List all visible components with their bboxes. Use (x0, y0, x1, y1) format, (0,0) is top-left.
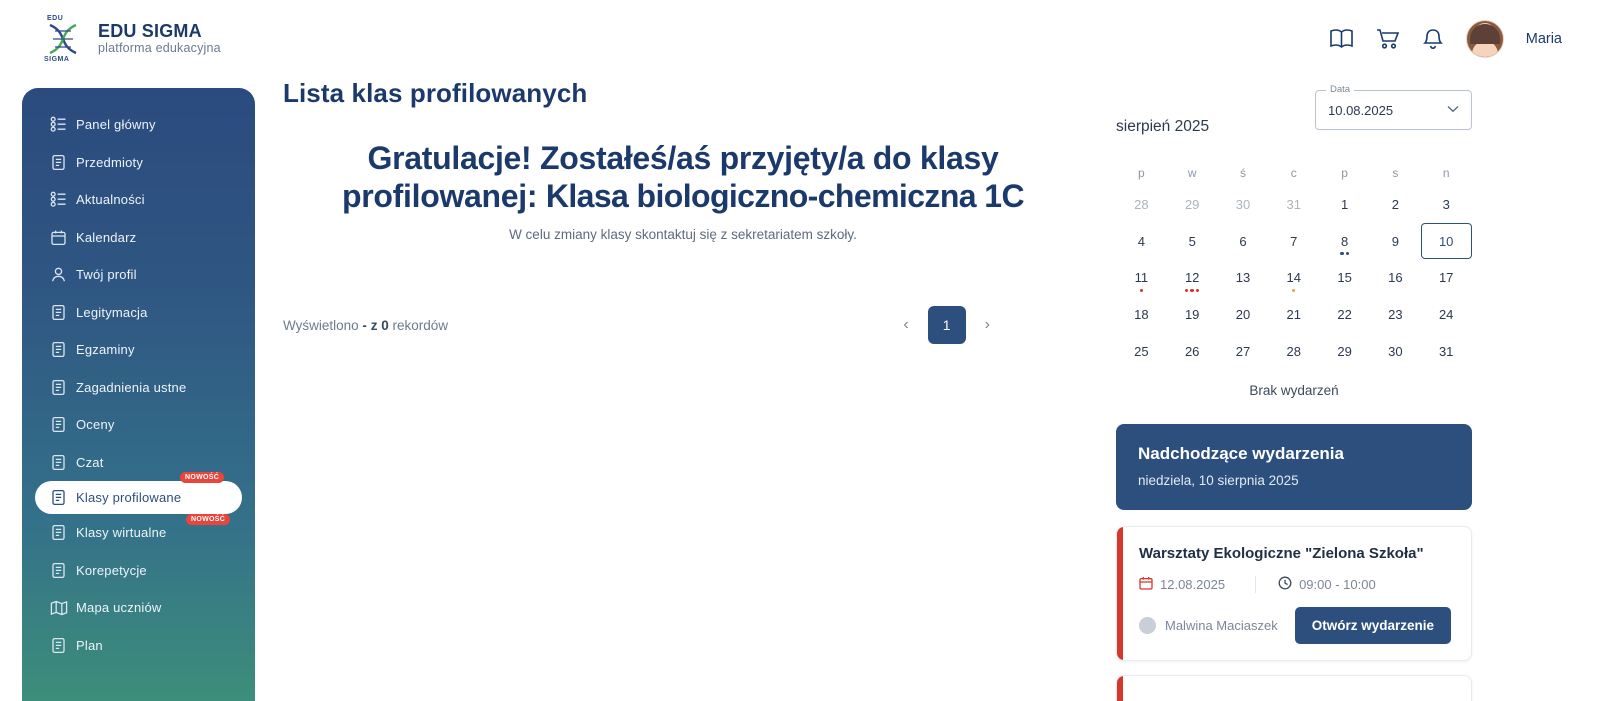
pagination (900, 306, 993, 344)
event-time-meta (1278, 576, 1376, 593)
sidebar-item-12[interactable] (22, 514, 255, 552)
event-meta (1139, 576, 1451, 593)
avatar[interactable] (1466, 20, 1504, 58)
calendar-day-11[interactable] (1116, 259, 1167, 296)
calendar-day-2[interactable] (1370, 186, 1421, 223)
sidebar-item-label: Egzaminy (76, 342, 135, 358)
brand-tagline: platforma edukacyjna (98, 41, 221, 55)
calendar-day-8[interactable] (1319, 223, 1370, 260)
calendar-weekday-5: p (1341, 166, 1348, 180)
open-event-button[interactable]: Otwórz wydarzenie (1295, 607, 1451, 644)
no-events-text: Brak wydarzeń (1249, 383, 1339, 399)
clock-icon (1278, 576, 1292, 593)
records-prefix: Wyświetlono (283, 317, 359, 333)
calendar-week-4 (1116, 296, 1472, 333)
calendar-weekday-1: p (1138, 166, 1145, 180)
calendar-day-25[interactable] (1116, 333, 1167, 370)
calendar-day-9[interactable] (1370, 223, 1421, 260)
calendar-day-29[interactable] (1167, 186, 1218, 223)
pagination-next[interactable]: › (984, 316, 990, 333)
event-dot (1196, 289, 1199, 292)
calendar-day-number: 11 (1134, 270, 1149, 286)
calendar-day-number: 29 (1184, 196, 1200, 212)
document-icon (50, 379, 76, 396)
sidebar-item-5[interactable] (22, 256, 255, 294)
calendar-day-30[interactable] (1218, 186, 1269, 223)
dna-helix-icon (46, 23, 80, 55)
calendar-grid[interactable] (1116, 160, 1472, 369)
records-count (283, 318, 448, 333)
sidebar-item-6[interactable] (22, 294, 255, 332)
calendar-header (1116, 84, 1472, 136)
upcoming-date: niedziela, 10 sierpnia 2025 (1138, 473, 1299, 489)
calendar-day-7[interactable] (1268, 223, 1319, 260)
calendar-day-number: 1 (1340, 196, 1349, 212)
sidebar-item-label: Korepetycje (76, 562, 147, 578)
calendar-day-number: 14 (1286, 270, 1302, 286)
calendar-day-21[interactable] (1268, 296, 1319, 333)
calendar-day-number: 25 (1134, 343, 1149, 359)
assigned-class-name: Klasa biologiczno-chemiczna 1C (545, 178, 1024, 214)
calendar-day-24[interactable] (1421, 296, 1472, 333)
event-dot (1185, 289, 1188, 292)
congrats-subtext: W celu zmiany klasy skontaktuj się z sekretariatem szkoły. (509, 227, 857, 242)
book-icon[interactable] (1329, 28, 1354, 50)
calendar-month-label: sierpień 2025 (1116, 118, 1210, 135)
records-and-pagination (283, 306, 1083, 344)
chevron-down-icon[interactable] (1447, 104, 1459, 116)
calendar-day-number: 19 (1184, 306, 1200, 322)
calendar-day-number: 31 (1438, 343, 1454, 359)
document-icon (50, 304, 76, 321)
calendar-week-2 (1116, 223, 1472, 260)
sidebar-item-label: Klasy wirtualne (76, 525, 167, 541)
calendar-week-3 (1116, 259, 1472, 296)
calendar-day-number: 30 (1388, 343, 1403, 359)
calendar-day-16[interactable] (1370, 259, 1421, 296)
sidebar-item-label: Kalendarz (76, 229, 137, 245)
calendar-day-number: 9 (1391, 233, 1399, 249)
calendar-day-1[interactable] (1319, 186, 1370, 223)
calendar-icon (1139, 576, 1153, 593)
event-card (1116, 526, 1472, 661)
page-title: Lista klas profilowanych (283, 78, 588, 108)
calendar-weekday-3: ś (1239, 166, 1246, 180)
calendar-day-19[interactable] (1167, 296, 1218, 333)
calendar-day-number: 6 (1239, 233, 1247, 249)
calendar-day-event-dots (1185, 289, 1199, 292)
event-dot (1190, 289, 1193, 292)
calendar-day-5[interactable] (1167, 223, 1218, 260)
calendar-day-number: 4 (1137, 233, 1146, 249)
calendar-day-number: 30 (1235, 196, 1251, 212)
event-title: Warsztaty Ekologiczne "Zielona Szkoła" (1139, 545, 1424, 563)
calendar-day-number: 24 (1438, 306, 1454, 322)
calendar-day-28[interactable] (1268, 333, 1319, 370)
calendar-icon (50, 229, 76, 246)
calendar-day-22[interactable] (1319, 296, 1370, 333)
user-name[interactable]: Maria (1525, 31, 1562, 47)
date-input-label: Data (1326, 84, 1354, 95)
calendar-day-6[interactable] (1218, 223, 1269, 260)
calendar-day-28[interactable] (1116, 186, 1167, 223)
sidebar-item-label: Klasy profilowane (76, 490, 182, 505)
sidebar-item-8[interactable] (22, 369, 255, 407)
event-person-avatar (1139, 617, 1156, 634)
pagination-prev[interactable]: ‹ (903, 316, 909, 333)
brand-logo-block[interactable] (40, 15, 221, 63)
event-dot (1340, 252, 1343, 255)
sidebar-item-9[interactable] (22, 406, 255, 444)
calendar-day-15[interactable] (1319, 259, 1370, 296)
calendar-day-29[interactable] (1319, 333, 1370, 370)
calendar-day-18[interactable] (1116, 296, 1167, 333)
calendar-day-number: 29 (1337, 343, 1352, 359)
calendar-day-31[interactable] (1268, 186, 1319, 223)
event-card-next (1116, 675, 1472, 701)
sidebar-item-3[interactable] (22, 181, 255, 219)
upcoming-events-card (1116, 424, 1472, 510)
sidebar-item-label: Twój profil (76, 267, 137, 283)
sidebar-item-badge: NOWOŚĆ (186, 514, 230, 525)
records-total: z 0 (370, 317, 389, 333)
calendar-day-number: 13 (1235, 270, 1251, 286)
sigma-logo-icon (40, 15, 86, 63)
sidebar-item-label: Aktualności (76, 192, 145, 208)
sidebar-item-label: Przedmioty (76, 154, 144, 170)
upcoming-title: Nadchodzące wydarzenia (1138, 444, 1344, 464)
sidebar-item-label: Oceny (76, 417, 115, 433)
calendar-day-number: 22 (1337, 306, 1352, 322)
sidebar-item-2[interactable] (22, 144, 255, 182)
calendar-day-number: 16 (1388, 270, 1403, 286)
sidebar-item-11[interactable] (35, 474, 242, 514)
date-input[interactable] (1315, 84, 1472, 130)
sidebar-item-label: Panel główny (76, 117, 156, 133)
calendar-week-5 (1116, 333, 1472, 370)
calendar-day-12[interactable] (1167, 259, 1218, 296)
calendar-day-number: 12 (1184, 270, 1200, 286)
header-actions (1329, 20, 1562, 58)
calendar-weekday-row (1116, 160, 1472, 186)
calendar-day-number: 21 (1286, 306, 1302, 322)
document-icon (50, 416, 76, 433)
document-icon (50, 524, 76, 541)
calendar-day-event-dots (1292, 289, 1295, 292)
event-footer (1139, 607, 1451, 644)
sidebar-item-label: Legitymacja (76, 304, 148, 320)
calendar-weekday-6: s (1392, 166, 1399, 180)
main-content (283, 78, 1093, 344)
calendar-day-27[interactable] (1218, 333, 1269, 370)
logo-text-bottom: SIGMA (44, 56, 70, 63)
document-icon (50, 341, 76, 358)
calendar-day-number: 28 (1134, 196, 1149, 212)
calendar-day-number: 5 (1188, 233, 1196, 249)
dashboard-icon (50, 116, 76, 133)
calendar-day-event-dots (1140, 289, 1143, 292)
sidebar (22, 88, 255, 701)
event-dot (1140, 289, 1143, 292)
cart-icon[interactable] (1376, 28, 1400, 50)
calendar-day-number: 17 (1438, 270, 1454, 286)
sidebar-item-14[interactable] (22, 589, 255, 627)
calendar-day-13[interactable] (1218, 259, 1269, 296)
event-date: 12.08.2025 (1160, 577, 1226, 593)
calendar-weekday-4: c (1290, 166, 1297, 180)
calendar-day-number: 23 (1388, 306, 1403, 322)
calendar-weekday-2: w (1187, 166, 1197, 180)
calendar-day-30[interactable] (1370, 333, 1421, 370)
calendar-weekday-7: n (1442, 166, 1450, 180)
sidebar-item-label: Mapa uczniów (76, 600, 162, 616)
sidebar-item-badge: NOWOŚĆ (180, 472, 224, 483)
logo-text-top: EDU (47, 15, 64, 22)
calendar-day-number: 26 (1184, 343, 1200, 359)
document-icon (50, 489, 76, 506)
records-range: - (362, 317, 367, 333)
sidebar-item-label: Plan (76, 637, 103, 653)
event-person-name: Malwina Maciaszek (1165, 618, 1278, 634)
calendar-day-number: 31 (1286, 196, 1302, 212)
calendar-day-number: 28 (1286, 343, 1302, 359)
calendar-day-14[interactable] (1268, 259, 1319, 296)
sidebar-item-1[interactable] (22, 106, 255, 144)
calendar-week-1 (1116, 186, 1472, 223)
calendar-day-23[interactable] (1370, 296, 1421, 333)
calendar-day-26[interactable] (1167, 333, 1218, 370)
congratulations-block (283, 139, 1083, 242)
event-date-meta (1139, 576, 1225, 593)
calendar-day-4[interactable] (1116, 223, 1167, 260)
event-dot (1346, 252, 1349, 255)
congrats-text: Gratulacje! Zostałeś/aś przyjęty/a do klasy profilowanej: (342, 140, 999, 214)
calendar-day-3[interactable] (1421, 186, 1472, 223)
right-panel (1116, 84, 1472, 701)
user-icon (50, 266, 76, 283)
document-icon (50, 637, 76, 654)
calendar-day-number: 27 (1235, 343, 1251, 359)
calendar-day-31[interactable] (1421, 333, 1472, 370)
sidebar-item-4[interactable] (22, 219, 255, 257)
sidebar-item-7[interactable] (22, 331, 255, 369)
calendar-day-number: 10 (1438, 233, 1454, 249)
map-icon (50, 600, 76, 616)
calendar-day-number: 7 (1290, 233, 1298, 249)
divider (1255, 576, 1256, 593)
sidebar-item-13[interactable] (22, 552, 255, 590)
calendar-day-number: 15 (1337, 270, 1352, 286)
calendar-day-number: 8 (1340, 233, 1349, 249)
pagination-page-1[interactable]: 1 (928, 306, 966, 344)
calendar-day-10[interactable] (1421, 223, 1472, 260)
calendar-day-number: 20 (1235, 306, 1251, 322)
calendar-day-number: 3 (1442, 196, 1450, 212)
document-icon (50, 562, 76, 579)
document-icon (50, 454, 76, 471)
records-suffix: rekordów (392, 317, 448, 333)
sidebar-item-15[interactable] (22, 627, 255, 665)
date-input-value: 10.08.2025 (1328, 102, 1394, 118)
calendar-day-number: 18 (1134, 306, 1149, 322)
calendar-day-number: 2 (1391, 196, 1399, 212)
sidebar-item-label: Czat (76, 454, 104, 470)
sidebar-item-label: Zagadnienia ustne (76, 379, 187, 395)
brand-name: EDU SIGMA (98, 21, 202, 41)
event-dot (1292, 289, 1295, 292)
app-header (0, 0, 1600, 78)
bell-icon[interactable] (1422, 28, 1444, 51)
document-icon (50, 154, 76, 171)
dashboard-icon (50, 191, 76, 208)
event-time: 09:00 - 10:00 (1299, 577, 1376, 593)
calendar-day-event-dots (1340, 252, 1349, 255)
calendar-day-17[interactable] (1421, 259, 1472, 296)
calendar-day-20[interactable] (1218, 296, 1269, 333)
